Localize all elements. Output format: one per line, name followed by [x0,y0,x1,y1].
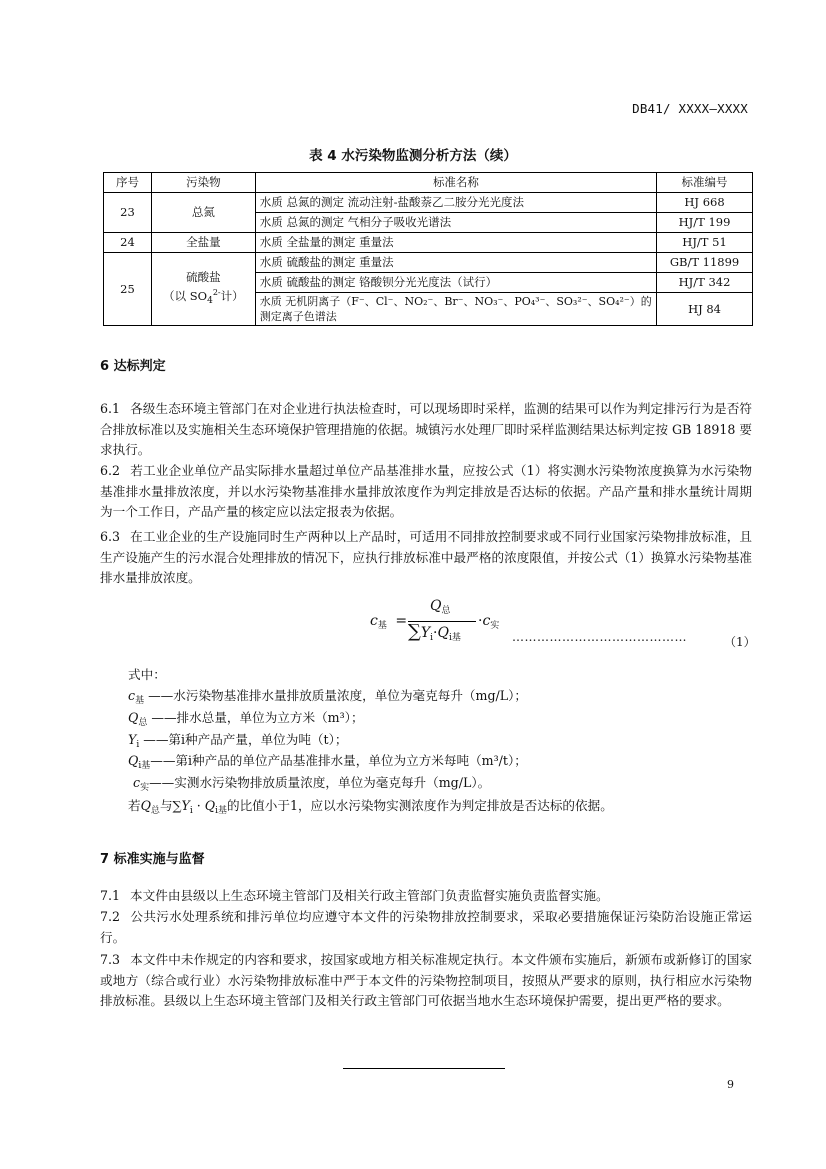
pollutant-basis-sup: 2- [212,288,221,297]
footer-rule [343,1068,505,1069]
var-sub: 基 [135,696,145,706]
note-symbol: Q [140,798,151,813]
tail-c: c [482,613,491,629]
numerator-symbol: Q [430,598,442,614]
section-6-title: 6 达标判定 [100,359,166,374]
method-name: 水质 总氮的测定 气相分子吸收光谱法 [255,213,656,233]
method-name: 水质 总氮的测定 流动注射-盐酸萘乙二胺分光光度法 [255,193,656,213]
row-pollutant [151,253,255,326]
clause-number: 6.2 [100,463,121,478]
method-name: 水质 硫酸盐的测定 铬酸钡分光光度法（试行） [255,273,656,293]
col-header-standard-name: 标准名称 [255,173,656,193]
clause-text: 公共污水处理系统和排污单位均应遵守本文件的污染物排放控制要求，采取必要措施保证污染防治设施正常运行。 [100,909,752,945]
where-intro: 式中： [128,667,166,682]
col-header-no: 序号 [104,173,152,193]
note-sub: 总 [150,806,160,816]
method-code: HJ 84 [657,293,753,326]
var-desc: ——排水总量，单位为立方米（m³）； [147,710,364,725]
col-header-pollutant: 污染物 [151,173,255,193]
table-row [104,253,753,273]
method-code: HJ 668 [657,193,753,213]
method-name: 水质 全盐量的测定 重量法 [255,233,656,253]
var-desc: ——第i种产品产量，单位为吨（t）； [139,732,348,747]
clause-number: 7.2 [100,909,121,924]
clause-number: 7.1 [100,888,121,903]
col-header-standard-code: 标准编号 [657,173,753,193]
numerator-sub: 总 [441,606,451,616]
note-sub: i [189,806,193,816]
pollutant-basis-sub: 4 [207,296,213,306]
equation-number: （1） [724,635,756,649]
formula-numerator [430,598,451,616]
clause-6-1 [100,399,752,461]
tail-dot: · [478,613,483,629]
method-code: HJ/T 51 [657,233,753,253]
pollutant-name: 硫酸盐 [186,270,221,284]
note-symbol: Q [204,798,216,813]
monitoring-methods-table [103,172,753,326]
clause-number: 6.3 [100,529,121,544]
row-no: 24 [104,233,152,253]
den-q-sub: i基 [448,633,461,643]
note-text: · [192,798,205,813]
note-text: 的比值小于1，应以水污染物实测浓度作为判定排放是否达标的依据。 [226,798,613,813]
clause-text: 各级生态环境主管部门在对企业进行执法检查时，可以现场即时采样，监测的结果可以作为判定排污行为是否符合排放标准以及实施相关生态环境保护管理措施的依据。城镇污水处理厂即时采样监测结果达标判定按 GB 18918 要求执行。 [100,401,752,457]
method-code: HJ/T 199 [657,213,753,233]
method-code: HJ/T 342 [657,273,753,293]
clause-text: 本文件中未作规定的内容和要求，按国家或地方相关标准规定执行。本文件颁布实施后，新颁布或新修订的国家或地方（综合或行业）水污染物排放标准中严于本文件的污染物控制项目，按照从严要求的原则，执行相应水污染物排放标准。县级以上生态环境主管部门及相关行政主管部门可依据当地水生态环境保护需要，提出更严格的要求。 [100,952,752,1008]
method-code: GB/T 11899 [657,253,753,273]
var-sub: i [136,740,140,750]
row-pollutant: 全盐量 [151,233,255,253]
formula-denominator [408,621,461,643]
clause-6-2 [100,461,752,523]
pollutant-basis: （以 SO [163,289,208,303]
den-q: Q [437,625,449,641]
var-desc: ——第i种产品的单位产品基准排水量，单位为立方米每吨（m³/t）； [150,753,527,768]
note-symbol: Y [181,798,190,813]
table-caption: 表 4 水污染物监测分析方法（续） [309,148,517,164]
den-dot: · [433,625,438,641]
clause-7-1 [100,886,752,907]
var-symbol: Y [128,732,137,747]
tail-sub: 实 [490,621,500,631]
method-name: 水质 硫酸盐的测定 重量法 [255,253,656,273]
formula-lhs-symbol: c [370,613,378,629]
row-pollutant: 总氮 [151,193,255,233]
document-code: DB41/ XXXX—XXXX [632,101,748,116]
table-row [104,233,753,253]
note-text: 若 [128,798,141,813]
clause-number: 7.3 [100,952,121,967]
clause-number: 6.1 [100,401,121,416]
formula-equals: = [395,613,408,629]
clause-text: 在工业企业的生产设施同时生产两种以上产品时，可适用不同排放控制要求或不同行业国家污染物排放标准，且生产设施产生的污水混合处理排放的情况下，应执行排放标准中最严格的浓度限值，并按公式（1）换算水污染物基准排水量排放浓度。 [100,529,752,585]
var-sub: 实 [140,783,150,793]
formula-lhs-sub: 基 [377,621,387,631]
clause-7-2 [100,907,752,948]
table-header-row [104,173,753,193]
row-no: 23 [104,193,152,233]
var-desc: ——水污染物基准排水量排放质量浓度，单位为毫克每升（mg/L）； [144,688,528,703]
row-no: 25 [104,253,152,326]
var-symbol: Q [128,710,139,725]
var-symbol: c [133,775,141,790]
page-number: 9 [727,1078,734,1091]
equation-leader-dots: …………………………………… [512,630,687,644]
sum-symbol: ∑ [408,621,421,642]
den-y-sub: i [430,633,433,643]
clause-text: 若工业企业单位产品实际排水量超过单位产品基准排水量，应按公式（1）将实测水污染物浓度换算为水污染物基准排水量排放浓度，并以水污染物基准排水量排放浓度作为判定排放是否达标的依据。产品产量和排水量统计周期为一个工作日，产品产量的核定应以法定报表为依据。 [100,463,752,519]
formula-lhs [370,613,407,631]
den-y: Y [420,625,431,641]
note-text: 与∑ [159,798,182,813]
var-sub: i基 [138,761,151,771]
note-sub: i基 [215,806,227,816]
var-sub: 总 [138,718,148,728]
clause-7-3 [100,950,752,1012]
method-name: 水质 无机阴离子（F⁻、Cl⁻、NO₂⁻、Br⁻、NO₃⁻、PO₄³⁻、SO₃²⁻、SO₄²⁻）的测定离子色谱法 [255,293,656,326]
table-row [104,193,753,213]
var-symbol: c [128,688,136,703]
clause-6-3 [100,527,752,589]
pollutant-basis-end: 计） [220,289,244,303]
clause-text: 本文件由县级以上生态环境主管部门及相关行政主管部门负责监督实施负责监督实施。 [130,888,609,903]
var-desc: ——实测水污染物排放质量浓度，单位为毫克每升（mg/L）。 [149,775,491,790]
var-symbol: Q [128,753,139,768]
formula-tail [478,613,499,631]
where-note [128,795,613,822]
section-7-title: 7 标准实施与监督 [100,852,205,867]
